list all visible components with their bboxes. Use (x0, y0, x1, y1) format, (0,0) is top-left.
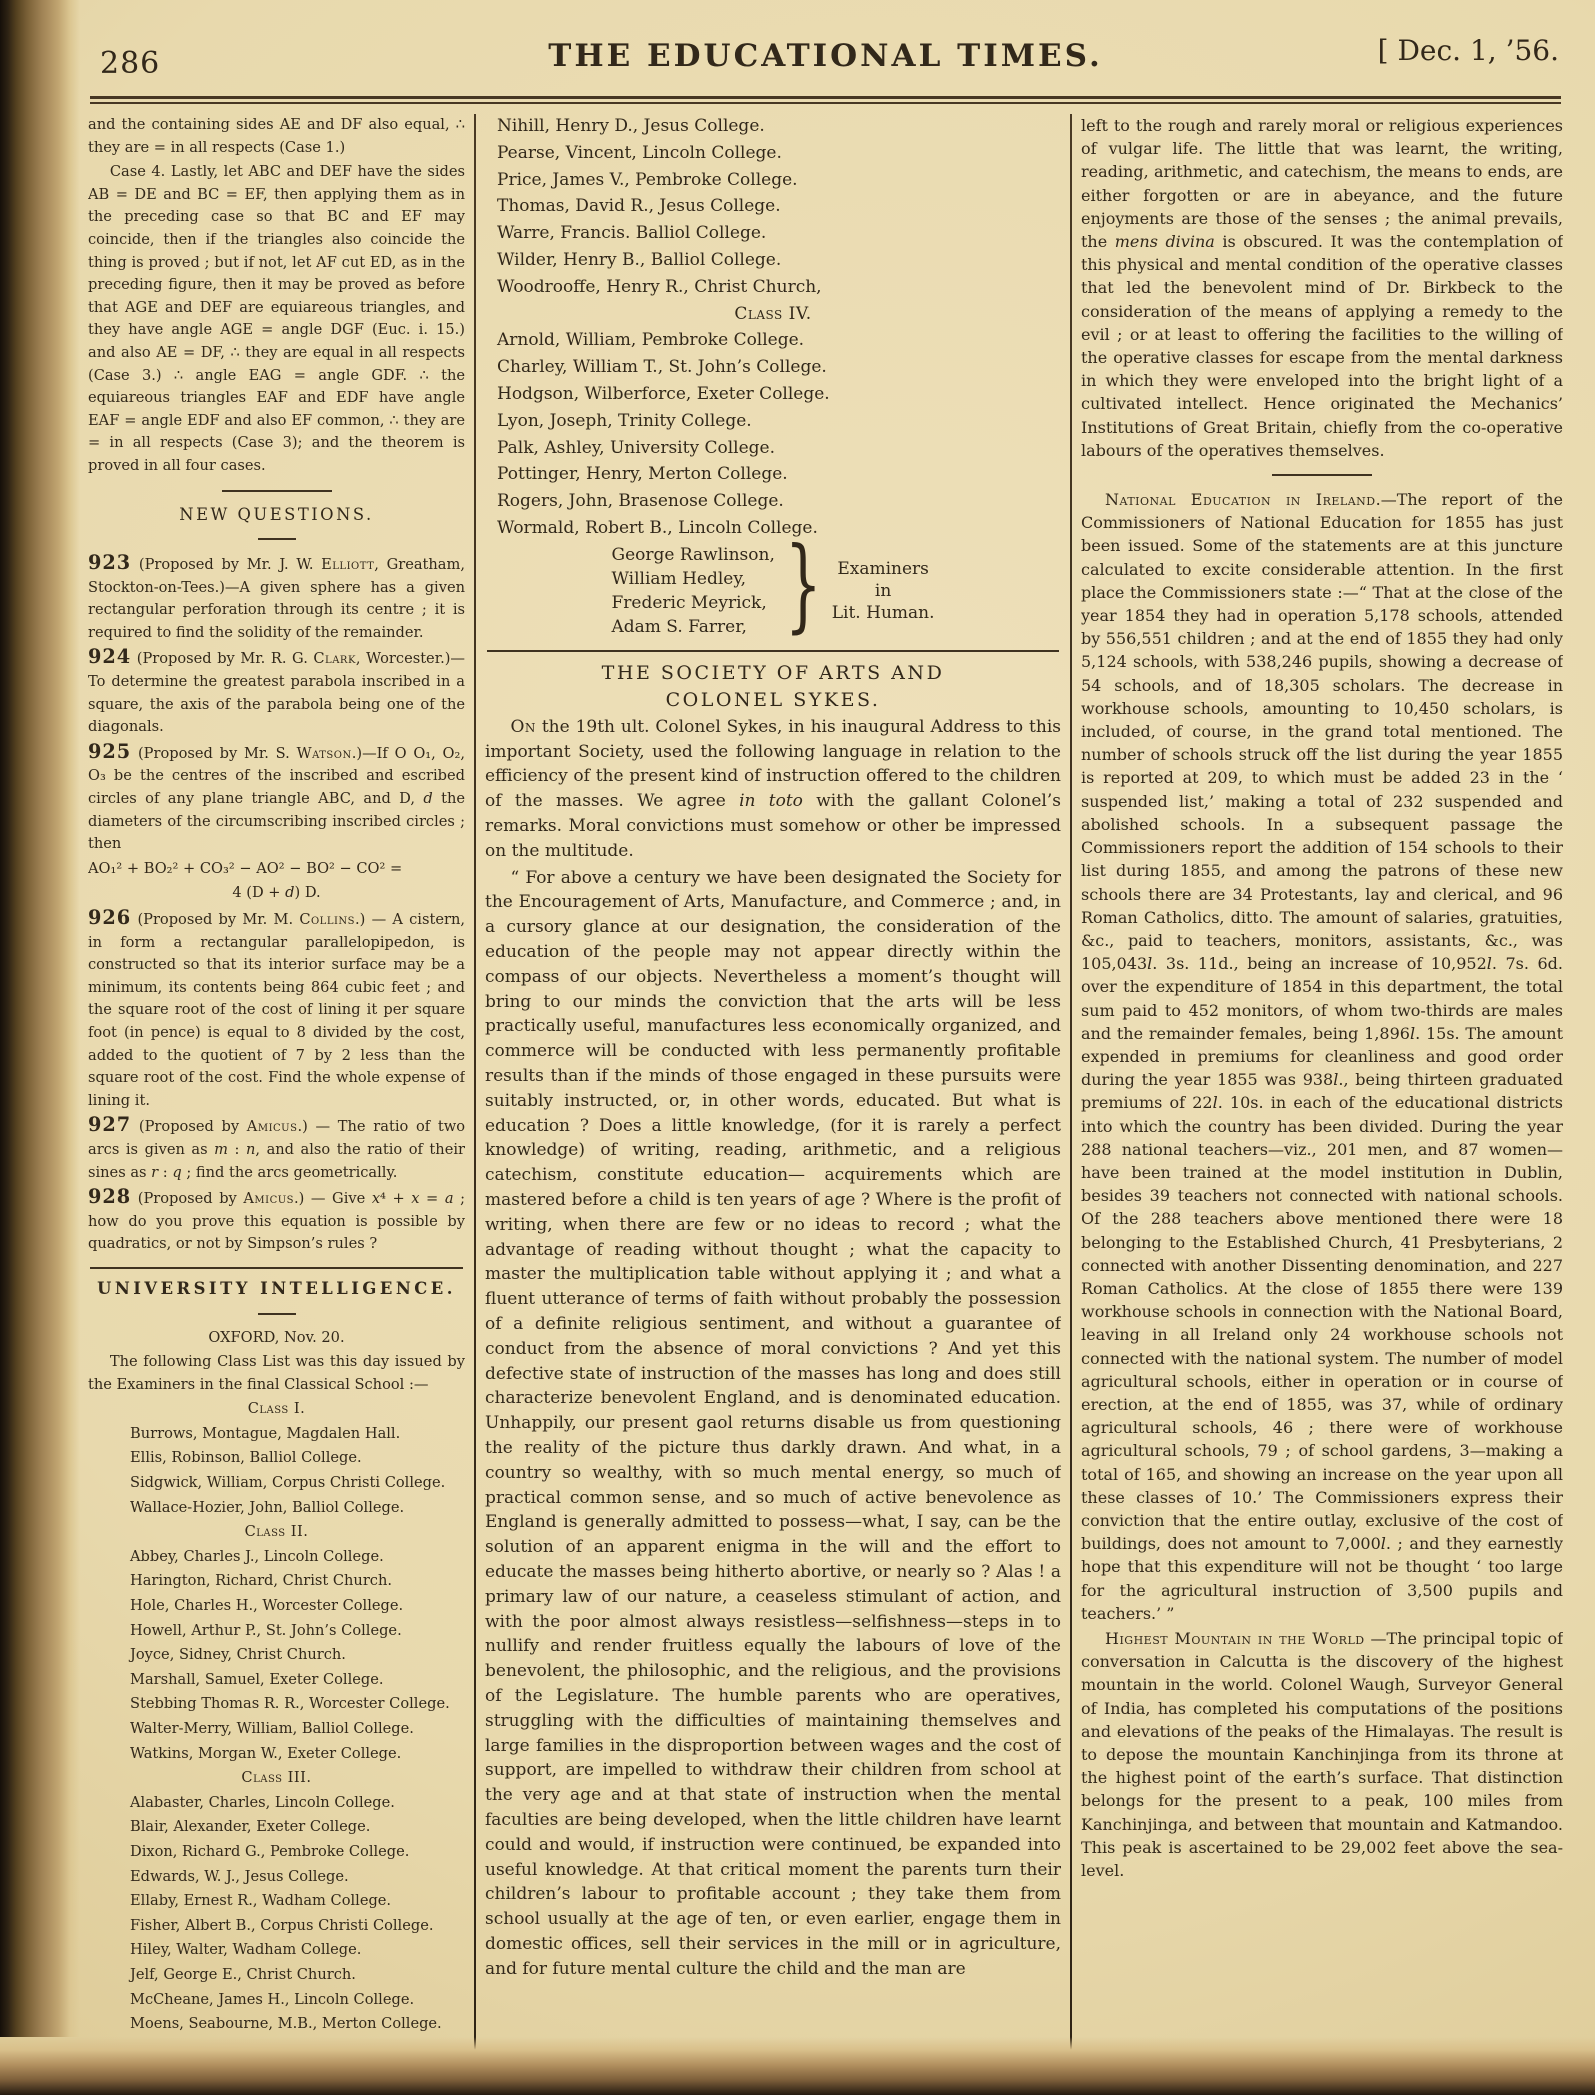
paragraph: 925 (Proposed by Mr. S. Watson.)—If O O₁, O₂, O₃ be the centres of the inscribed and escribed circles of any plane triangle ABC, and D, d the diameters of the circumscribing inscribed circles ; then (88, 739, 465, 853)
paragraph: National Education in Ireland.—The report of the Commissioners of National Education for 1855 has just been issued. Some of the statements are at this juncture calculated to excite considerable attention. In the first place the Commissioners state :—“ That at the close of the year 1854 they had in operation 5,178 schools, attended by 556,551 children ; and at the end of 1855 they had only 5,124 schools, with 538,246 pupils, showing a decrease of 54 schools, and of 18,305 scholars. The decrease in workhouse schools, amounting to 10,450 scholars, is included, of course, in the grand total mentioned. The number of schools struck off the list during the year 1855 is reported at 209, to which must be added 23 in the ‘ suspended list,’ making a total of 232 suspended and abolished schools. In a subsequent passage the Commissioners report the addition of 154 schools to their list during 1855, and among the patrons of these new schools there are 34 Protestants, lay and clerical, and 96 Roman Catholics, ditto. The amount of salaries, gratuities, &c., paid to teachers, monitors, assistants, &c., was 105,043l. 3s. 11d., being an increase of 10,952l. 7s. 6d. over the expenditure of 1854 in this department, the total sum paid to 452 monitors, of whom two-thirds are males and the remainder females, being 1,896l. 15s. The amount expended in premiums for cleanliness and good order during the year 1855 was 938l., being thirteen graduated premiums of 22l. 10s. in each of the educational districts into which the country has been divided. During the year 288 national teachers—viz., 201 men, and 87 women—have been trained at the model institution in Dublin, besides 39 teachers not connected with national schools. Of the 288 teachers above mentioned there were 18 belonging to the Established Church, 41 Presbyterians, 2 connected with another Dissenting denomination, and 227 Roman Catholics. At the close of 1855 there were 139 workhouse schools in connection with the National Board, leaving in all Ireland only 24 workhouse schools not connected with the national system. The number of model agricultural schools, either in operation or in course of erection, at the end of 1855, was 37, while of ordinary agricultural schools, 46 ; there were of workhouse agricultural schools, 79 ; of school gardens, 3—making a total of 165, and showing an increase on the year upon all these classes of 10.’ The Commissioners express their conviction that the entire outlay, exclusive of the cost of buildings, does not amount to 7,000l. ; and they earnestly hope that this expenditure will not be thought ‘ too large for the agricultural instruction of 3,500 pupils and teachers.’ ” (1081, 490, 1563, 1623)
section-heading: COLONEL SYKES. (665, 689, 881, 712)
class-list-entry: Ellaby, Ernest R., Wadham College. (130, 1892, 392, 1910)
paragraph: 924 (Proposed by Mr. R. G. Clark, Worcester.)—To determine the greatest parabola inscribed in a square, the axis of the parabola being one of the diagonals. (88, 645, 465, 736)
section-heading: NEW QUESTIONS. (179, 504, 374, 524)
class-list-entry: Pearse, Vincent, Lincoln College. (497, 142, 782, 163)
examiner-name: Frederic Meyrick, (611, 593, 767, 613)
class-list-entry: Dixon, Richard G., Pembroke College. (130, 1842, 410, 1860)
paragraph: On the 19th ult. Colonel Sykes, in his inaugural Address to this important Society, used the following language in relation to the efficiency of the present kind of instruction offered to the children of the masses. We agree in toto with the gallant Colonel’s remarks. Moral convictions must somehow or other be impressed on the multitude. (485, 716, 1061, 861)
class-list-entry: Fisher, Albert B., Corpus Christi College. (130, 1916, 434, 1934)
centered-line: Class I. (247, 1400, 306, 1418)
paragraph: 928 (Proposed by Amicus.) — Give x⁴ + x = a ; how do you prove this equation is possible by quadratics, or not by Simpson’s rules ? (88, 1185, 465, 1253)
paragraph: “ For above a century we have been designated the Society for the Encouragement of Arts, Manufacture, and Commerce ; and, in a cursory glance at our designation, the consideration of the education of the people may not appear directly within the compass of our objects. Nevertheless a moment’s thought will bring to our minds the conviction that the arts will be less practically useful, manufactures less economically organized, and commerce will be conducted with less permanently profitable results than if the minds of those engaged in these pursuits were suitably instructed, or, in other words, educated. But what is education ? Does a little knowledge, (for it is rarely a perfect knowledge) of writing, reading, arithmetic, and a religious catechism, constitute education— acquirements which are mastered before a child is ten years of age ? Where is the profit of writing, when there are few or no ideas to record ; what the advantage of reading without thought ; what the capacity to master the multiplication table without applying it ; and what a fluent utterance of terms of faith without probably the possession of a definite religious sentiment, and without a guarantee of conduct from the absence of moral convictions ? And yet this defective state of instruction of the masses has long and does still characterize benevolent England, and is denominated education. Unhappily, our present gaol returns disable us from questioning the reality of the picture thus darkly drawn. And what, in a country so wealthy, with so much mental energy, so much of practical common sense, and so much of active benevolence as England is generally admitted to possess—what, I say, can be the solution of an apparent enigma in the will and the effort to educate the masses being hitherto abortive, or nearly so ? Alas ! a primary law of our nature, a ceaseless stimulant of action, and with the poor almost always resistless—selfishness—steps in to nullify and render fruitless equally the labours of love of the benevolent, the philosophic, and the religious, and the provisions of the Legislature. The humble parents who are operatives, struggling with the difficulties of maintaining themselves and large families in the disproportion between wages and the cost of support, are impelled to withdraw their children from school at the very age and at that state of instruction when the mental faculties are being developed, when the little children have learnt could and would, if instruction were continued, be expanded into useful knowledge. At that critical moment the parents turn their children’s labour to profitable account ; they take them from school usually at the age of ten, or even earlier, engage them in domestic offices, sell their services in the mill or in agriculture, and for future mental culture the child and the man are (485, 867, 1061, 1979)
examiner-name: George Rawlinson, (611, 544, 775, 565)
class-list-entry: Warre, Francis. Balliol College. (497, 223, 767, 244)
section-heading: UNIVERSITY INTELLIGENCE. (97, 1278, 456, 1298)
class-list-entry: Arnold, William, Pembroke College. (497, 330, 805, 351)
section-heading: THE SOCIETY OF ARTS AND (601, 662, 945, 685)
columns-container (88, 114, 1563, 2052)
paragraph: 927 (Proposed by Amicus.) — The ratio of two arcs is given as m : n, and also the ratio of their sines as r : q ; find the arcs geometrically. (88, 1113, 465, 1181)
class-list-entry: Ellis, Robinson, Balliol College. (130, 1449, 362, 1467)
class-list-entry: Wallace-Hozier, John, Balliol College. (130, 1498, 405, 1516)
column-right (1081, 114, 1563, 2052)
class-list-entry: Marshall, Samuel, Exeter College. (130, 1670, 384, 1688)
page-number: 286 (100, 46, 161, 81)
class-list-entry: Wormald, Robert B., Lincoln College. (497, 517, 818, 538)
class-list-entry: Lyon, Joseph, Trinity College. (497, 410, 752, 431)
class-list-entry: Joyce, Sidney, Christ Church. (130, 1646, 346, 1664)
class-list-entry: Hole, Charles H., Worcester College. (130, 1597, 404, 1615)
paragraph: The following Class List was this day issued by the Examiners in the final Classical School :— (88, 1353, 465, 1393)
class-list-entry: Harington, Richard, Christ Church. (130, 1572, 393, 1590)
divider-rule (258, 538, 296, 540)
class-list-entry: Thomas, David R., Jesus College. (497, 196, 781, 217)
centered-line: Class III. (241, 1769, 312, 1787)
column-divider (474, 114, 476, 2052)
class-list-entry: Nihill, Henry D., Jesus College. (497, 116, 765, 136)
examiners-label: Examiners in Lit. Human. (831, 558, 935, 624)
header-rule (90, 96, 1561, 104)
divider-rule (258, 1313, 296, 1315)
class-list-entry: Moens, Seabourne, M.B., Merton College. (130, 2015, 442, 2033)
paragraph: 926 (Proposed by Mr. M. Collins.) — A cistern, in form a rectangular parallelopipedon, is constructed so that its interior surface may be a minimum, its contents being 864 cubic feet ; and the square root of the cost of lining it per square foot (in pence) is equal to 8 divided by the cost, added to the quotient of 7 by 2 less than the square root of the cost. Find the whole expense of lining it. (88, 906, 465, 1109)
class-list-entry: Howell, Arthur P., St. John’s College. (130, 1621, 402, 1639)
class-list-entry: Alabaster, Charles, Lincoln College. (130, 1793, 395, 1811)
class-list-entry: Edwards, W. J., Jesus College. (130, 1867, 349, 1885)
class-list-entry: Abbey, Charles J., Lincoln College. (130, 1547, 384, 1565)
paragraph: 923 (Proposed by Mr. J. W. Elliott, Greatham, Stockton-on-Tees.)—A given sphere has a given rectangular perforation through its centre ; it is required to find the solidity of the remainder. (88, 551, 465, 641)
column-middle (485, 114, 1061, 2052)
class-list-entry: Jelf, George E., Christ Church. (130, 1965, 356, 1983)
class-list-entry: Hiley, Walter, Wadham College. (130, 1941, 362, 1959)
class-list-entry: Sidgwick, William, Corpus Christi College. (130, 1474, 446, 1492)
class-list-entry: Rogers, John, Brasenose College. (497, 491, 784, 512)
column-left (88, 114, 465, 2052)
math-formula: 4 (D + d) D. (232, 884, 321, 902)
class-list-entry: Stebbing Thomas R. R., Worcester College. (130, 1695, 450, 1713)
class-list-entry: Price, James V., Pembroke College. (497, 169, 798, 190)
issue-date: [ Dec. 1, ’56. (1377, 34, 1559, 67)
divider-rule (222, 490, 332, 492)
divider-rule (1272, 474, 1372, 476)
class-list-entry: Walter-Merry, William, Balliol College. (130, 1720, 414, 1737)
paragraph: left to the rough and rarely moral or religious experiences of vulgar life. The little that was learnt, the writing, reading, arithmetic, and catechism, the means to ends, are either forgotten or are in abeyance, and the future enjoyments are those of the senses ; the animal prevails, the mens divina is obscured. It was the contemplation of this physical and mental condition of the operative classes that led the benevolent mind of Dr. Birkbeck to the consideration of the means of applying a remedy to the evil ; or at least to offering the facilities to the willing of the operative classes for escape from the mental darkness in which they were enveloped into the bright light of a cultivated intellect. Hence originated the Mechanics’ Institutions of Great Britain, chiefly from the co-operative labours of the operatives themselves. (1081, 116, 1563, 460)
paragraph: and the containing sides AE and DF also equal, ∴ they are = in all respects (Case 1.) (88, 116, 465, 156)
class-list-entry: Hodgson, Wilberforce, Exeter College. (497, 383, 830, 404)
class-list-entry: Wilder, Henry B., Balliol College. (497, 249, 782, 270)
centered-line: Class II. (244, 1523, 309, 1541)
class-list-entry: Burrows, Montague, Magdalen Hall. (130, 1424, 401, 1442)
brace-glyph: } (784, 524, 822, 644)
class-list-entry: Blair, Alexander, Exeter College. (130, 1818, 371, 1836)
math-formula: AO₁² + BO₂² + CO₃² − AO² − BO² − CO² = (88, 859, 403, 877)
class-list-entry: Watkins, Morgan W., Exeter College. (130, 1744, 402, 1762)
centered-line: Class IV. (734, 303, 812, 324)
examiner-names (611, 543, 774, 640)
class-list-entry: Woodrooffe, Henry R., Christ Church, (497, 276, 822, 297)
paragraph: Case 4. Lastly, let ABC and DEF have the sides AB = DE and BC = EF, then applying them as in the preceding case so that BC and EF may coincide, then if the triangles also coincide the thing is proved ; but if not, let AF cut ED, as in the preceding figure, then it may be proved as before that AGE and DEF are equiareous triangles, and they have angle AGE = angle DGF (Euc. i. 15.) and also AE = DF, ∴ they are equal in all respects (Case 3.) ∴ angle EAG = angle GDF. ∴ the equiareous triangles EAF and EDF have angle EAF = angle EDF and also EF common, ∴ they are = in all respects (Case 3); and the theorem is proved in all four cases. (88, 163, 465, 474)
examiner-name: William Hedley, (611, 568, 747, 589)
class-list-entry: Pottinger, Henry, Merton College. (497, 464, 788, 485)
paragraph: Highest Mountain in the World —The principal topic of conversation in Calcutta is the discovery of the highest mountain in the world. Colonel Waugh, Surveyor General of India, has completed his computations of the positions and elevations of the peaks of the Himalayas. The result is to depose the mountain Kanchinjinga from its throne at the highest point of the earth’s surface. That distinction belongs for the present to a peak, 100 miles from Kanchinjinga, and between that mountain and Katmandoo. This peak is ascertained to be 29,002 feet above the sea-level. (1081, 1629, 1563, 1881)
masthead-title: THE EDUCATIONAL TIMES. (548, 38, 1103, 74)
book-pages-edge (0, 2037, 1595, 2095)
column-divider (1070, 114, 1072, 2052)
examiner-name: Adam S. Farrer, (611, 617, 747, 638)
book-binding-edge (0, 0, 80, 2037)
section-rule (90, 1267, 463, 1269)
section-rule (487, 650, 1059, 652)
class-list-entry: Charley, William T., St. John’s College. (497, 357, 827, 378)
page-header (88, 0, 1563, 96)
centered-line: OXFORD, Nov. 20. (208, 1328, 345, 1346)
class-list-entry: McCheane, James H., Lincoln College. (130, 1990, 415, 2008)
class-list-entry: Palk, Ashley, University College. (497, 437, 775, 458)
